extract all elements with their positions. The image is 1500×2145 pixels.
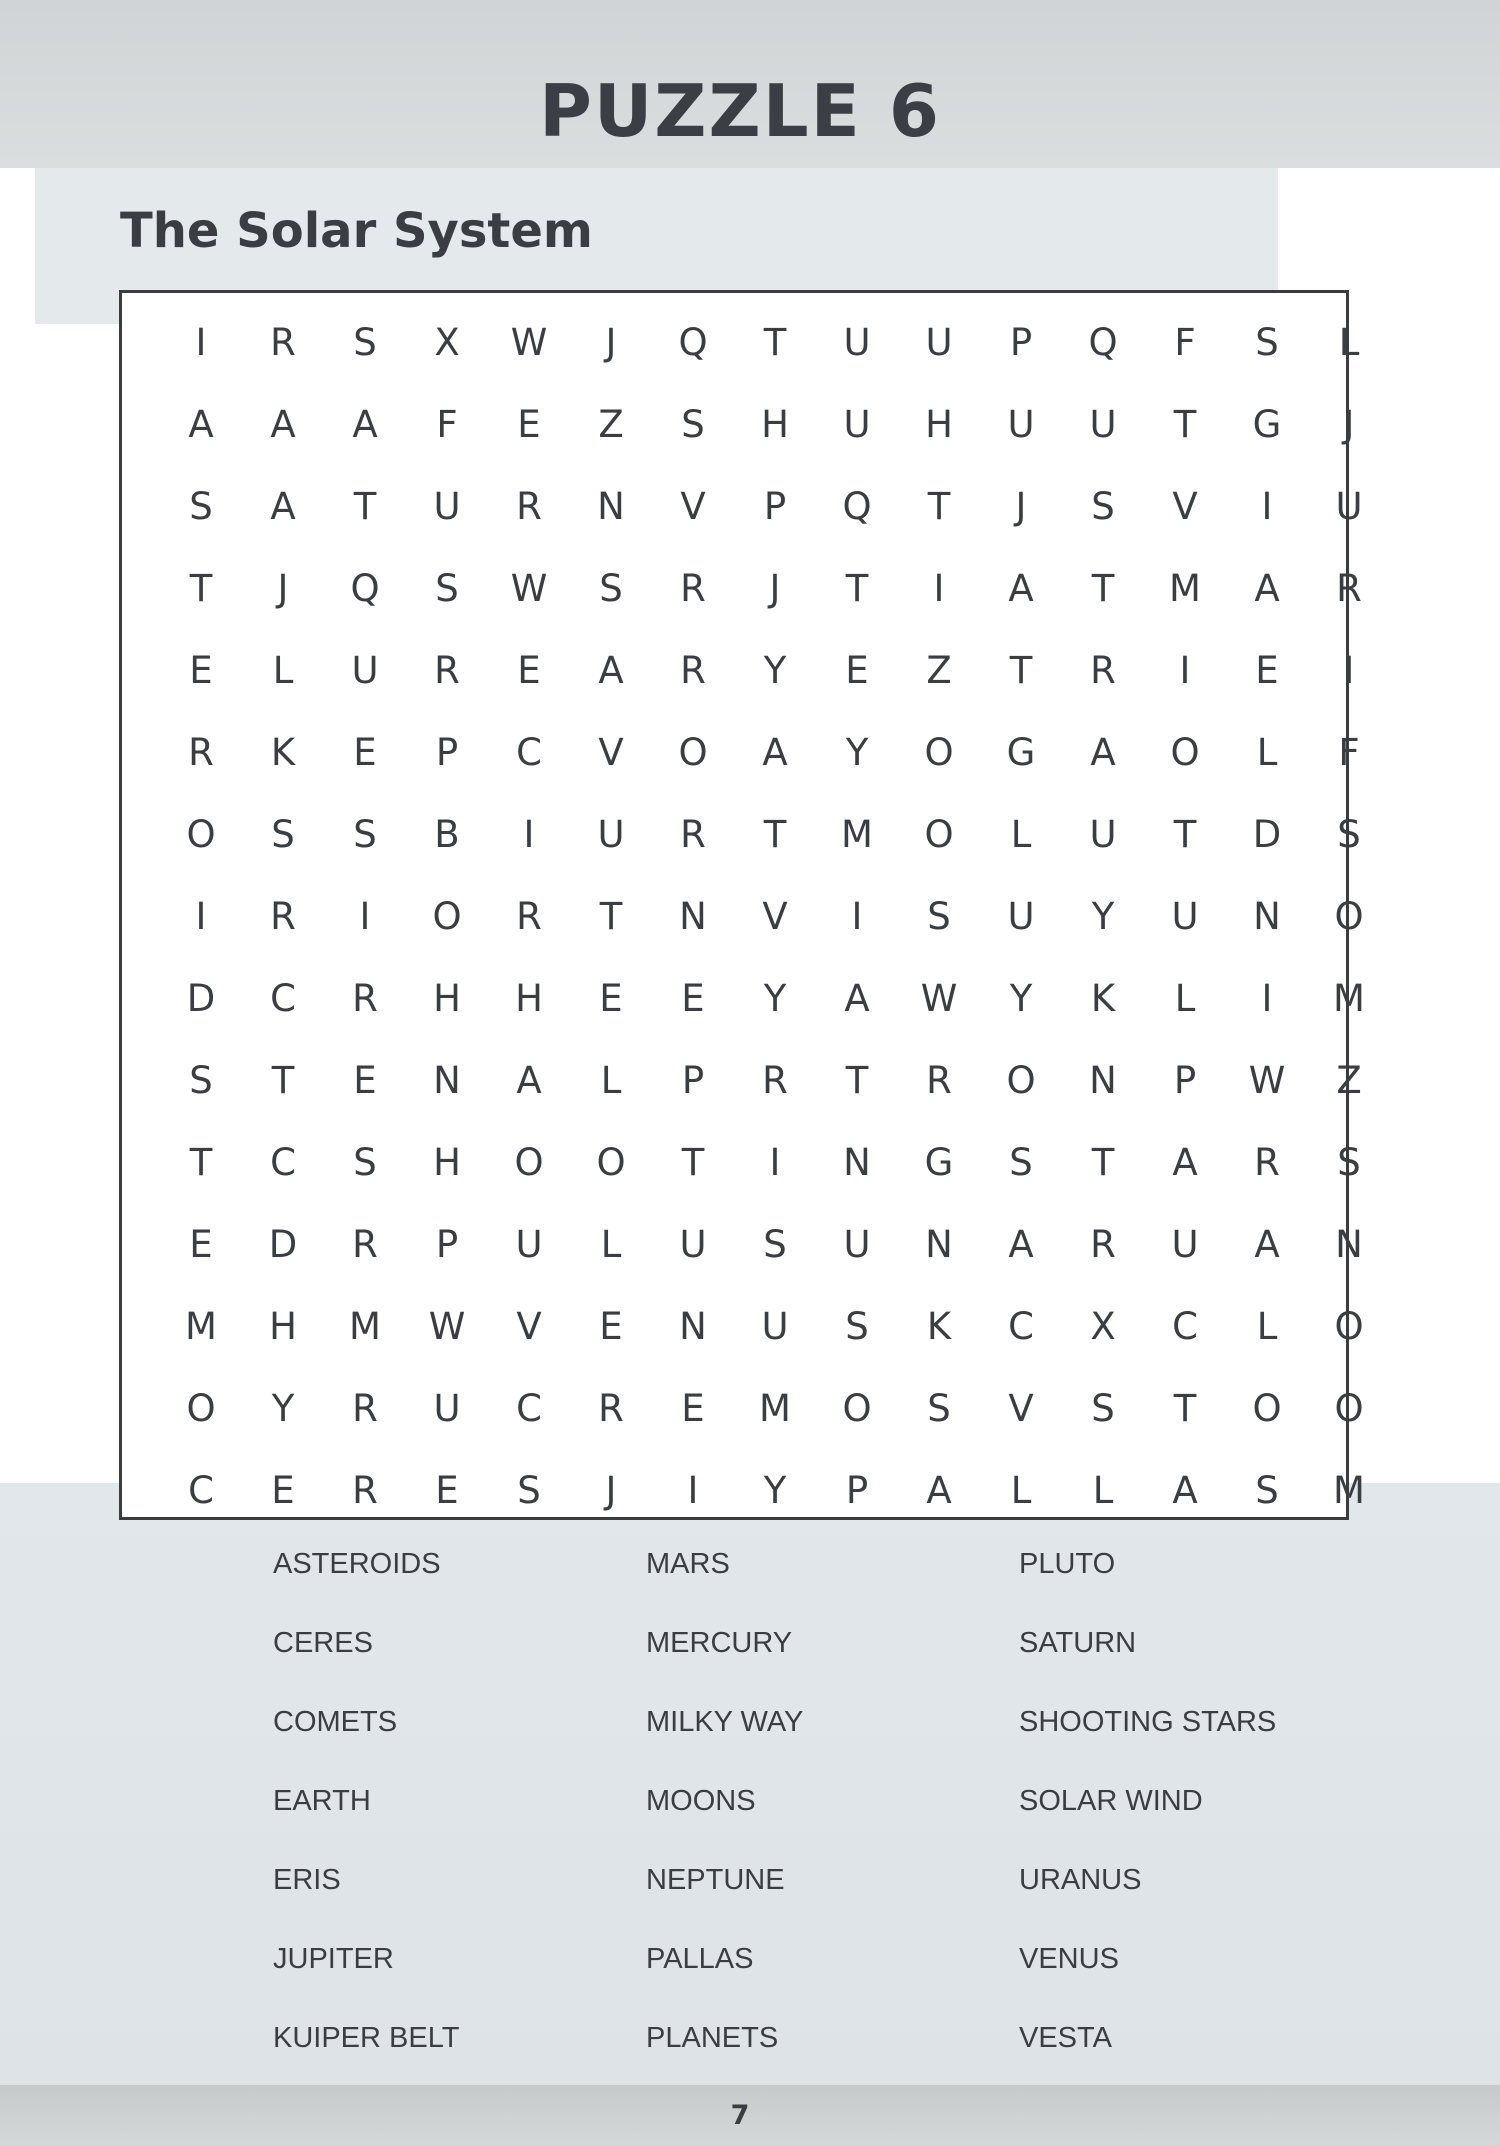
grid-cell: G: [1006, 730, 1036, 774]
grid-cell: O: [432, 894, 462, 938]
grid-cell: C: [188, 1468, 214, 1512]
grid-cell: O: [1252, 1386, 1282, 1430]
grid-cell: I: [933, 566, 945, 610]
grid-cell: R: [762, 1058, 788, 1102]
grid-cell: I: [1261, 484, 1273, 528]
grid-cell: S: [271, 812, 295, 856]
grid-cell: I: [1179, 648, 1191, 692]
grid-cell: O: [924, 730, 954, 774]
grid-cell: C: [270, 976, 296, 1020]
grid-cell: U: [351, 648, 379, 692]
grid-cell: L: [600, 1222, 622, 1266]
grid-cell: T: [1009, 648, 1033, 692]
grid-cell: J: [605, 1468, 617, 1512]
grid-cell: O: [1170, 730, 1200, 774]
grid-cell: A: [270, 402, 296, 446]
grid-cell: R: [1254, 1140, 1280, 1184]
grid-cell: H: [433, 976, 461, 1020]
word-list: [273, 1540, 1373, 2093]
grid-cell: I: [851, 894, 863, 938]
grid-cell: T: [599, 894, 623, 938]
grid-cell: F: [436, 402, 458, 446]
grid-cell: T: [189, 566, 213, 610]
grid-cell: O: [1334, 1386, 1364, 1430]
word-list-item: MARS: [646, 1548, 730, 1580]
grid-cell: U: [597, 812, 625, 856]
grid-cell: Q: [350, 566, 380, 610]
grid-cell: A: [844, 976, 870, 1020]
word-list-item: PALLAS: [646, 1943, 754, 1975]
grid-cell: I: [1261, 976, 1273, 1020]
grid-cell: O: [1334, 1304, 1364, 1348]
grid-cell: N: [597, 484, 625, 528]
grid-cell: U: [1007, 894, 1035, 938]
grid-cell: L: [1092, 1468, 1114, 1512]
grid-cell: L: [1338, 320, 1360, 364]
grid-cell: S: [435, 566, 459, 610]
grid-cell: S: [1091, 484, 1115, 528]
word-list-item: COMETS: [273, 1706, 398, 1738]
grid-cell: H: [515, 976, 543, 1020]
grid-cell: S: [1337, 812, 1361, 856]
grid-cell: T: [763, 812, 787, 856]
grid-cell: V: [1172, 484, 1198, 528]
grid-cell: G: [924, 1140, 954, 1184]
grid-cell: I: [195, 320, 207, 364]
grid-cell: I: [687, 1468, 699, 1512]
grid-cell: T: [763, 320, 787, 364]
grid-cell: S: [1009, 1140, 1033, 1184]
grid-cell: U: [761, 1304, 789, 1348]
grid-cell: M: [349, 1304, 381, 1348]
grid-cell: A: [1008, 566, 1034, 610]
grid-cell: S: [845, 1304, 869, 1348]
grid-cell: U: [1089, 402, 1117, 446]
grid-cell: U: [433, 1386, 461, 1430]
grid-cell: R: [680, 566, 706, 610]
grid-cell: I: [769, 1140, 781, 1184]
grid-cell: O: [596, 1140, 626, 1184]
grid-cell: M: [841, 812, 873, 856]
grid-cell: N: [679, 1304, 707, 1348]
grid-cell: E: [517, 648, 541, 692]
word-list-item: VESTA: [1019, 2022, 1112, 2054]
grid-cell: Y: [763, 1468, 787, 1512]
word-list-item: PLUTO: [1019, 1548, 1116, 1580]
grid-cell: O: [186, 1386, 216, 1430]
grid-cell: L: [272, 648, 294, 692]
grid-cell: E: [517, 402, 541, 446]
grid-cell: J: [605, 320, 617, 364]
grid-cell: E: [599, 1304, 623, 1348]
grid-cell: T: [845, 566, 869, 610]
grid-cell: R: [270, 894, 296, 938]
grid-cell: M: [1169, 566, 1201, 610]
grid-cell: R: [926, 1058, 952, 1102]
grid-cell: R: [1090, 648, 1116, 692]
grid-cell: U: [1089, 812, 1117, 856]
grid-cell: S: [189, 1058, 213, 1102]
grid-cell: V: [680, 484, 706, 528]
grid-cell: U: [843, 320, 871, 364]
grid-cell: M: [185, 1304, 217, 1348]
grid-cell: L: [1174, 976, 1196, 1020]
grid-cell: S: [353, 320, 377, 364]
grid-cell: R: [598, 1386, 624, 1430]
grid-cell: C: [516, 730, 542, 774]
grid-cell: W: [428, 1304, 466, 1348]
grid-cell: R: [516, 894, 542, 938]
grid-cell: W: [510, 320, 548, 364]
grid-cell: Y: [845, 730, 869, 774]
grid-cell: F: [1174, 320, 1196, 364]
grid-cell: T: [1091, 566, 1115, 610]
grid-cell: Y: [763, 648, 787, 692]
grid-cell: E: [845, 648, 869, 692]
grid-cell: S: [927, 894, 951, 938]
grid-cell: R: [352, 1468, 378, 1512]
grid-cell: P: [681, 1058, 705, 1102]
grid-cell: T: [1173, 812, 1197, 856]
grid-cell: S: [517, 1468, 541, 1512]
grid-cell: K: [1090, 976, 1116, 1020]
grid-cell: Z: [1336, 1058, 1362, 1102]
grid-cell: W: [920, 976, 958, 1020]
grid-cell: C: [1172, 1304, 1198, 1348]
grid-cell: N: [925, 1222, 953, 1266]
grid-cell: S: [763, 1222, 787, 1266]
word-list-item: CERES: [273, 1627, 373, 1659]
grid-cell: B: [434, 812, 460, 856]
grid-cell: S: [1255, 1468, 1279, 1512]
word-list-item: ERIS: [273, 1864, 341, 1896]
grid-cell: L: [1256, 730, 1278, 774]
grid-cell: Z: [598, 402, 624, 446]
grid-cell: P: [763, 484, 787, 528]
word-list-item: URANUS: [1019, 1864, 1142, 1896]
grid-cell: E: [353, 1058, 377, 1102]
grid-cell: E: [681, 976, 705, 1020]
grid-cell: U: [843, 1222, 871, 1266]
grid-cell: A: [762, 730, 788, 774]
grid-cell: L: [1010, 812, 1032, 856]
grid-cell: E: [353, 730, 377, 774]
grid-cell: N: [1335, 1222, 1363, 1266]
grid-cell: U: [1007, 402, 1035, 446]
word-list-item: JUPITER: [273, 1943, 394, 1975]
grid-cell: N: [679, 894, 707, 938]
grid-cell: T: [1173, 402, 1197, 446]
grid-cell: Y: [271, 1386, 295, 1430]
grid-cell: N: [1089, 1058, 1117, 1102]
grid-cell: R: [352, 1386, 378, 1430]
grid-cell: A: [1172, 1140, 1198, 1184]
word-list-item: ASTEROIDS: [273, 1548, 441, 1580]
grid-cell: E: [435, 1468, 459, 1512]
grid-cell: P: [1173, 1058, 1197, 1102]
grid-cell: M: [1333, 976, 1365, 1020]
grid-cell: S: [1255, 320, 1279, 364]
grid-cell: R: [188, 730, 214, 774]
grid-cell: U: [925, 320, 953, 364]
grid-cell: Q: [1088, 320, 1118, 364]
grid-cell: I: [523, 812, 535, 856]
word-search-grid: [119, 290, 1365, 1520]
grid-cell: C: [516, 1386, 542, 1430]
grid-cell: Z: [926, 648, 952, 692]
grid-cell: J: [1015, 484, 1027, 528]
grid-cell: X: [434, 320, 460, 364]
grid-cell: U: [1171, 894, 1199, 938]
grid-cell: O: [186, 812, 216, 856]
grid-cell: M: [1333, 1468, 1365, 1512]
page-number: 7: [730, 2100, 750, 2131]
grid-cell: C: [270, 1140, 296, 1184]
grid-cell: U: [1335, 484, 1363, 528]
grid-cell: R: [270, 320, 296, 364]
grid-cell: U: [843, 402, 871, 446]
grid-cell: X: [1090, 1304, 1116, 1348]
grid-cell: S: [353, 1140, 377, 1184]
grid-cell: H: [925, 402, 953, 446]
grid-cell: T: [271, 1058, 295, 1102]
grid-cell: D: [186, 976, 216, 1020]
grid-cell: U: [679, 1222, 707, 1266]
grid-cell: R: [680, 648, 706, 692]
grid-cell: G: [1252, 402, 1282, 446]
word-list-item: SATURN: [1019, 1627, 1137, 1659]
grid-cell: A: [1172, 1468, 1198, 1512]
word-list-item: SHOOTING STARS: [1019, 1706, 1277, 1738]
grid-cell: V: [598, 730, 624, 774]
grid-cell: P: [845, 1468, 869, 1512]
grid-cell: J: [277, 566, 289, 610]
grid-cell: E: [271, 1468, 295, 1512]
grid-cell: R: [434, 648, 460, 692]
grid-cell: N: [433, 1058, 461, 1102]
word-list-item: SOLAR WIND: [1019, 1785, 1203, 1817]
grid-cell: T: [189, 1140, 213, 1184]
grid-cell: M: [759, 1386, 791, 1430]
grid-cell: O: [514, 1140, 544, 1184]
grid-cell: T: [681, 1140, 705, 1184]
grid-cell: A: [926, 1468, 952, 1512]
grid-cell: K: [270, 730, 296, 774]
word-list-item: KUIPER BELT: [273, 2022, 460, 2054]
grid-cell: R: [1090, 1222, 1116, 1266]
grid-cell: R: [680, 812, 706, 856]
grid-cell: D: [268, 1222, 298, 1266]
grid-cell: K: [926, 1304, 952, 1348]
grid-cell: E: [599, 976, 623, 1020]
puzzle-title: PUZZLE 6: [539, 69, 941, 153]
word-list-item: MERCURY: [646, 1627, 793, 1659]
grid-cell: J: [769, 566, 781, 610]
grid-cell: S: [681, 402, 705, 446]
grid-cell: R: [1336, 566, 1362, 610]
word-list-item: NEPTUNE: [646, 1864, 785, 1896]
grid-cell: T: [845, 1058, 869, 1102]
grid-cell: H: [269, 1304, 297, 1348]
grid-cell: I: [359, 894, 371, 938]
grid-cell: E: [189, 648, 213, 692]
grid-cell: L: [600, 1058, 622, 1102]
grid-cell: I: [195, 894, 207, 938]
grid-cell: S: [1091, 1386, 1115, 1430]
grid-cell: V: [516, 1304, 542, 1348]
word-list-item: VENUS: [1019, 1943, 1119, 1975]
grid-cell: N: [843, 1140, 871, 1184]
grid-cell: I: [1343, 648, 1355, 692]
grid-cell: C: [1008, 1304, 1034, 1348]
grid-cell: A: [516, 1058, 542, 1102]
puzzle-subtitle: The Solar System: [120, 203, 593, 259]
grid-cell: A: [1254, 566, 1280, 610]
word-list-item: PLANETS: [646, 2022, 779, 2054]
grid-cell: E: [189, 1222, 213, 1266]
grid-cell: A: [352, 402, 378, 446]
grid-cell: J: [1343, 402, 1355, 446]
grid-cell: O: [924, 812, 954, 856]
grid-cell: Y: [1009, 976, 1033, 1020]
grid-cell: S: [353, 812, 377, 856]
grid-cell: E: [681, 1386, 705, 1430]
grid-cell: H: [433, 1140, 461, 1184]
grid-cell: U: [1171, 1222, 1199, 1266]
grid-cell: W: [1248, 1058, 1286, 1102]
grid-cell: O: [1006, 1058, 1036, 1102]
grid-cell: T: [1173, 1386, 1197, 1430]
grid-cell: T: [927, 484, 951, 528]
grid-cell: T: [1091, 1140, 1115, 1184]
grid-cell: D: [1252, 812, 1282, 856]
grid-cell: U: [433, 484, 461, 528]
grid-cell: S: [927, 1386, 951, 1430]
grid-cell: Q: [678, 320, 708, 364]
grid-cell: A: [1254, 1222, 1280, 1266]
grid-cell: R: [516, 484, 542, 528]
grid-cell: W: [510, 566, 548, 610]
grid-cell: P: [435, 730, 459, 774]
grid-cell: U: [515, 1222, 543, 1266]
word-list-item: MOONS: [646, 1785, 756, 1817]
grid-cell: A: [188, 402, 214, 446]
grid-cell: E: [1255, 648, 1279, 692]
grid-cell: Y: [1091, 894, 1115, 938]
grid-cell: S: [599, 566, 623, 610]
grid-cell: V: [1008, 1386, 1034, 1430]
grid-cell: L: [1010, 1468, 1032, 1512]
grid-cell: R: [352, 976, 378, 1020]
grid-cell: V: [762, 894, 788, 938]
grid-cell: A: [1090, 730, 1116, 774]
grid-cell: F: [1338, 730, 1360, 774]
grid-cell: T: [353, 484, 377, 528]
grid-cell: Y: [763, 976, 787, 1020]
grid-cell: O: [678, 730, 708, 774]
grid-cell: A: [270, 484, 296, 528]
grid-cell: H: [761, 402, 789, 446]
grid-cell: A: [1008, 1222, 1034, 1266]
grid-cell: S: [1337, 1140, 1361, 1184]
grid-cell: Q: [842, 484, 872, 528]
grid-cell: O: [1334, 894, 1364, 938]
word-list-item: MILKY WAY: [646, 1706, 804, 1738]
grid-cell: P: [435, 1222, 459, 1266]
grid-cell: O: [842, 1386, 872, 1430]
grid-cell: R: [352, 1222, 378, 1266]
grid-cell: P: [1009, 320, 1033, 364]
grid-cell: A: [598, 648, 624, 692]
word-list-item: EARTH: [273, 1785, 371, 1817]
grid-cell: L: [1256, 1304, 1278, 1348]
grid-cell: S: [189, 484, 213, 528]
grid-cell: N: [1253, 894, 1281, 938]
